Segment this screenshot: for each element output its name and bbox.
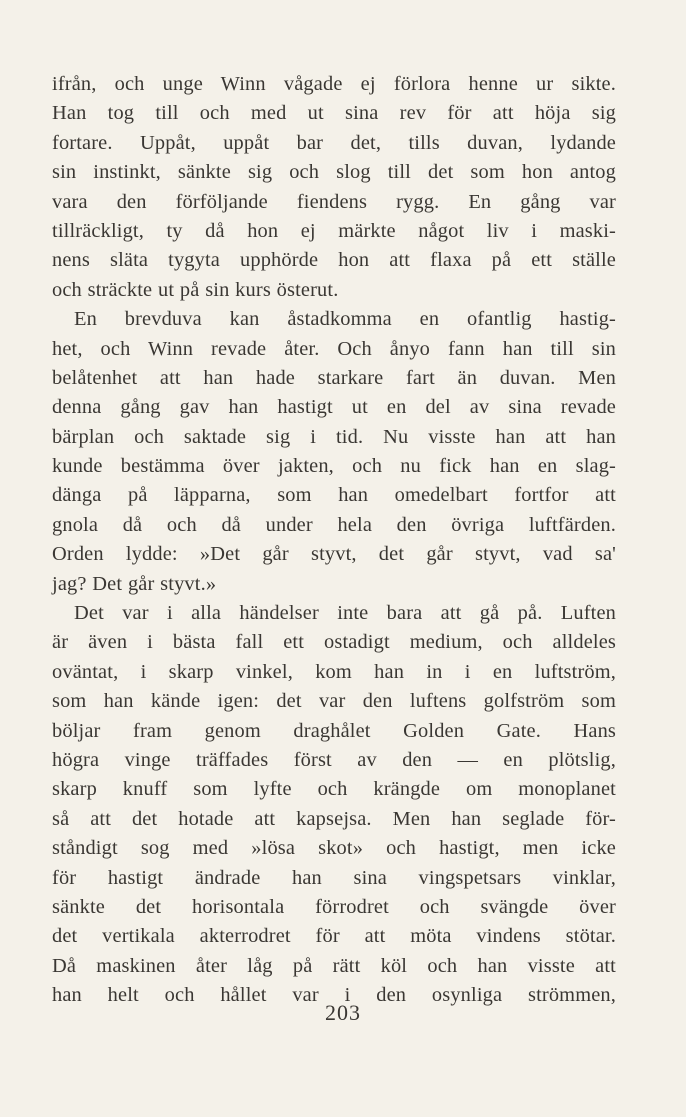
text-line: fortare. Uppåt, uppåt bar det, tills duvan, lydande — [52, 131, 616, 154]
text-line: denna gång gav han hastigt ut en del av sina revade — [52, 396, 616, 419]
text-line: kunde bestämma över jakten, och nu fick han en slag- — [52, 455, 616, 478]
text-line: och sträckte ut på sin kurs österut. — [52, 278, 339, 301]
text-line: för hastigt ändrade han sina vingspetsars vinklar, — [52, 866, 616, 889]
text-line: jag? Det går styvt.» — [52, 572, 217, 595]
text-line: ifrån, och unge Winn vågade ej förlora henne ur sikte. — [52, 73, 616, 95]
text-line: het, och Winn revade åter. Och ånyo fann han till sin — [52, 337, 616, 360]
text-line: Han tog till och med ut sina rev för att höja sig — [52, 102, 616, 125]
text-line: belåtenhet att han hade starkare fart än duvan. Men — [52, 366, 616, 389]
text-line: bärplan och saktade sig i tid. Nu visste han att han — [52, 425, 616, 448]
text-line: skarp knuff som lyfte och krängde om monoplanet — [52, 778, 616, 801]
body-text — [52, 70, 616, 1011]
text-line: nens släta tygyta upphörde hon att flaxa på ett ställe — [52, 249, 616, 272]
text-line: oväntat, i skarp vinkel, kom han in i en luftström, — [52, 660, 616, 683]
text-line: högra vinge träffades först av den — en plötslig, — [52, 748, 616, 771]
text-line: sin instinkt, sänkte sig och slog till det som hon antog — [52, 161, 616, 184]
page-number: 203 — [325, 1000, 361, 1025]
text-line: Orden lydde: »Det går styvt, det går styvt, vad sa' — [52, 543, 616, 566]
text-line: som han kände igen: det var den luftens golfström som — [52, 690, 616, 713]
paragraph-start-line: Det var i alla händelser inte bara att gå på. Luften — [74, 602, 616, 625]
text-line: sänkte det horisontala förrodret och svängde över — [52, 895, 616, 918]
text-line: vara den förföljande fiendens rygg. En gång var — [52, 190, 616, 213]
text-line: det vertikala akterrodret för att möta vindens stötar. — [52, 925, 616, 948]
paragraph-start-line: En brevduva kan åstadkomma en ofantlig hastig- — [74, 308, 616, 331]
text-line: gnola då och då under hela den övriga luftfärden. — [52, 513, 616, 536]
text-line: böljar fram genom draghålet Golden Gate. Hans — [52, 719, 616, 742]
text-line: tillräckligt, ty då hon ej märkte något liv i maski- — [52, 219, 616, 242]
text-line: dänga på läpparna, som han omedelbart fortfor att — [52, 484, 616, 507]
text-line: han helt och hållet var i den osynliga strömmen, — [52, 984, 616, 1007]
text-line: ståndigt sog med »lösa skot» och hastigt, men icke — [52, 837, 616, 860]
text-line: Då maskinen åter låg på rätt köl och han visste att — [52, 954, 616, 977]
text-line: är även i bästa fall ett ostadigt medium, och alldeles — [52, 631, 616, 654]
text-line: så att det hotade att kapsejsa. Men han seglade för- — [52, 807, 616, 830]
